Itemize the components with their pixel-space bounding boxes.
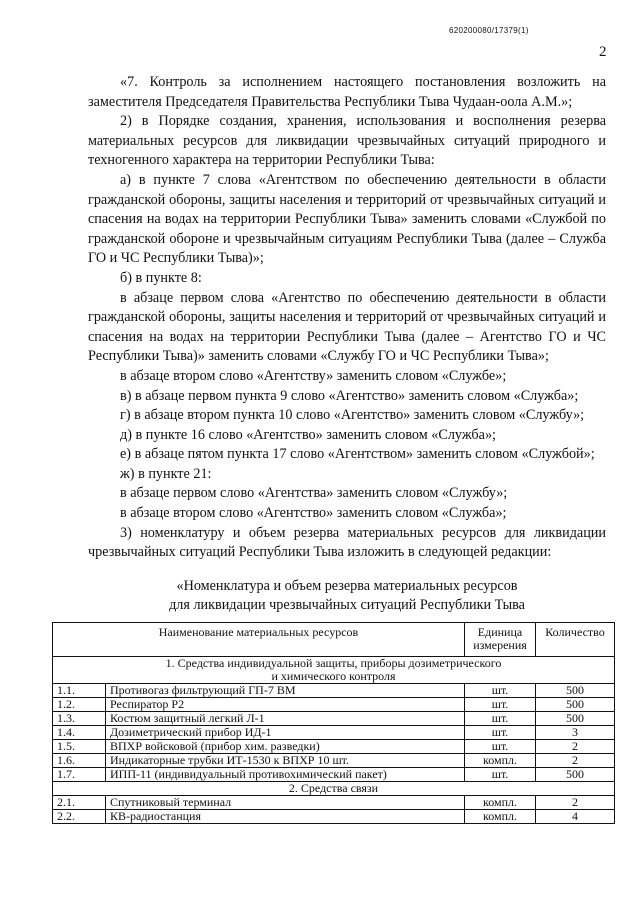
row-qty: 2 (536, 796, 615, 810)
row-unit: компл. (465, 810, 536, 824)
header-name: Наименование материальных ресурсов (53, 623, 465, 657)
row-name: Дозиметрический прибор ИД-1 (106, 726, 465, 740)
paragraph-b-second: в абзаце втором слово «Агентству» заменить словом «Службе»; (120, 367, 507, 384)
row-unit: шт. (465, 712, 536, 726)
row-num: 1.7. (53, 768, 106, 782)
section-1-title (53, 657, 615, 684)
row-num: 1.4. (53, 726, 106, 740)
paragraph-item-7: «7. Контроль за исполнением настоящего постановления возложить на заместителя Председателя Правительства Республики Тыва Чудаан-оола А.М.»; (88, 74, 606, 110)
document-body (88, 73, 606, 615)
row-qty: 500 (536, 768, 615, 782)
paragraph-b-first: в абзаце первом слова «Агентство по обеспечению деятельности в области гражданской обороны, защиты населения и территорий от чрезвычайных ситуаций и спасения на водах на территории Республики Тыва (далее – Агентство ГО и ЧС Республики Тыва)» заменить словами «Службу ГО и ЧС Республики Тыва»; (88, 289, 606, 365)
table-row (53, 726, 615, 740)
section-2-title: 2. Средства связи (53, 782, 615, 796)
paragraph-sub-e: е) в абзаце пятом пункта 17 слово «Агентством» заменить словом «Службой»; (120, 446, 595, 463)
row-qty: 3 (536, 726, 615, 740)
table-row (53, 684, 615, 698)
table-row (53, 796, 615, 810)
paragraph-amendment-2: 2) в Порядке создания, хранения, использования и восполнения резерва материальных ресурсов для ликвидации чрезвычайных ситуаций природного и техногенного характера на территории Республики Тыва: (88, 113, 606, 169)
paragraph-sub-b: б) в пункте 8: (120, 269, 202, 286)
row-num: 1.1. (53, 684, 106, 698)
row-name: Индикаторные трубки ИТ-1530 к ВПХР 10 шт. (106, 754, 465, 768)
table-row (53, 740, 615, 754)
row-name: ВПХР войсковой (прибор хим. разведки) (106, 740, 465, 754)
row-unit: шт. (465, 698, 536, 712)
table-title-line1: «Номенклатура и объем резерва материальных ресурсов (176, 577, 518, 594)
row-qty: 500 (536, 684, 615, 698)
section-1-line1: 1. Средства индивидуальной защиты, приборы дозиметрического (165, 656, 502, 670)
resources-table (52, 622, 615, 824)
row-num: 1.6. (53, 754, 106, 768)
document-id: 620200080/17379(1) (449, 26, 529, 35)
table-title-line2: для ликвидации чрезвычайных ситуаций Республики Тыва (169, 596, 525, 613)
row-name: Костюм защитный легкий Л-1 (106, 712, 465, 726)
table-header-row (53, 623, 615, 657)
row-qty: 2 (536, 754, 615, 768)
row-qty: 500 (536, 698, 615, 712)
header-qty: Количество (536, 623, 615, 657)
row-unit: компл. (465, 796, 536, 810)
paragraph-sub-d: д) в пункте 16 слово «Агентство» заменить словом «Служба»; (120, 426, 496, 443)
table-row (53, 810, 615, 824)
row-name: ИПП-11 (индивидуальный противохимический пакет) (106, 768, 465, 782)
row-num: 1.2. (53, 698, 106, 712)
paragraph-zh-second: в абзаце втором слово «Агентство» заменить словом «Служба»; (120, 505, 507, 522)
table-row (53, 698, 615, 712)
row-unit: компл. (465, 754, 536, 768)
row-num: 1.3. (53, 712, 106, 726)
row-num: 2.1. (53, 796, 106, 810)
row-unit: шт. (465, 684, 536, 698)
section-row (53, 657, 615, 684)
paragraph-zh-first: в абзаце первом слово «Агентства» заменить словом «Службу»; (120, 485, 508, 502)
row-name: Спутниковый терминал (106, 796, 465, 810)
table-row (53, 754, 615, 768)
paragraph-sub-zh: ж) в пункте 21: (120, 465, 212, 482)
row-unit: шт. (465, 726, 536, 740)
row-name: Респиратор Р2 (106, 698, 465, 712)
row-unit: шт. (465, 768, 536, 782)
row-num: 1.5. (53, 740, 106, 754)
header-unit: Единица измерения (465, 623, 536, 657)
page-number: 2 (599, 44, 607, 60)
row-num: 2.2. (53, 810, 106, 824)
section-1-line2: и химического контроля (271, 669, 396, 683)
paragraph-sub-v: в) в абзаце первом пункта 9 слово «Агентство» заменить словом «Служба»; (120, 387, 579, 404)
table-row (53, 768, 615, 782)
row-unit: шт. (465, 740, 536, 754)
row-qty: 4 (536, 810, 615, 824)
section-row (53, 782, 615, 796)
row-qty: 2 (536, 740, 615, 754)
row-name: КВ-радиостанция (106, 810, 465, 824)
paragraph-sub-a: а) в пункте 7 слова «Агентством по обеспечению деятельности в области гражданской обороны, защиты населения и территорий от чрезвычайных ситуаций и спасения на водах на территории Республики Тыва» заменить словами «Службой по гражданской обороне и чрезвычайным ситуациям Республики Тыва (далее – Служба ГО и ЧС Республики Тыва)»; (88, 171, 606, 267)
row-qty: 500 (536, 712, 615, 726)
paragraph-amendment-3: 3) номенклатуру и объем резерва материальных ресурсов для ликвидации чрезвычайных ситуаций Республики Тыва изложить в следующей редакции: (88, 524, 606, 561)
table-row (53, 712, 615, 726)
paragraph-sub-g: г) в абзаце втором пункта 10 слово «Агентство» заменить словом «Службу»; (120, 407, 585, 424)
row-name: Противогаз фильтрующий ГП-7 ВМ (106, 684, 465, 698)
